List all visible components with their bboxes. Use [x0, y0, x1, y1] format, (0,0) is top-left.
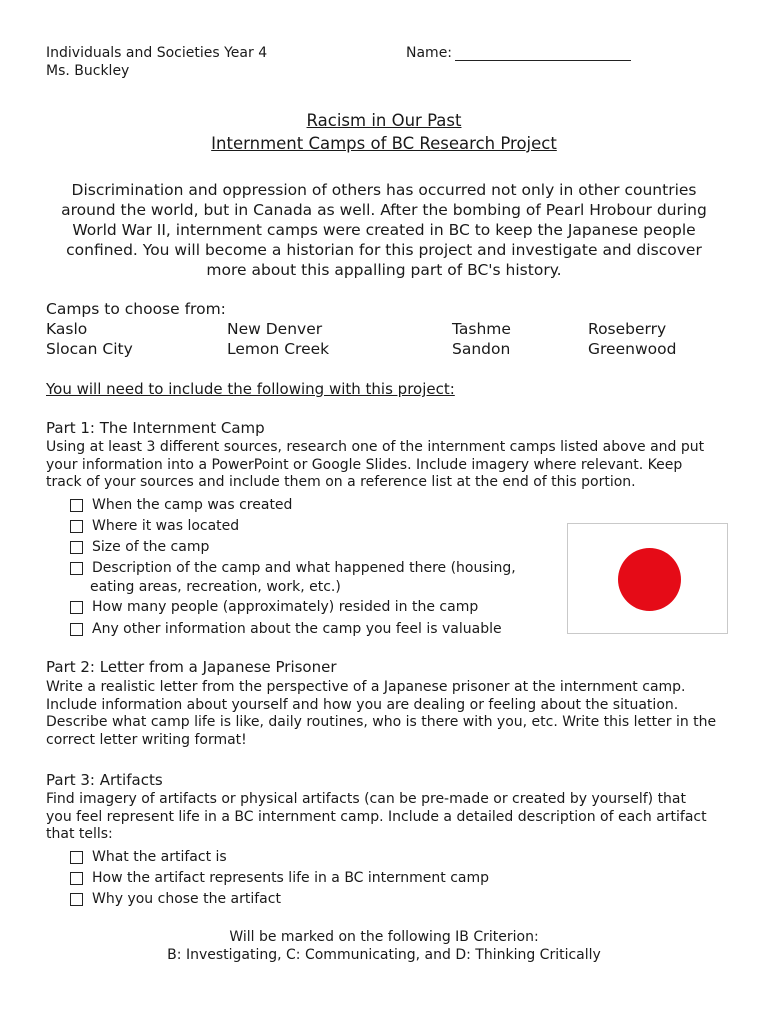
camp-option: Lemon Creek — [227, 340, 330, 358]
camps-heading: Camps to choose from: — [46, 300, 226, 318]
checklist-item — [70, 598, 478, 617]
part2-line: Write a realistic letter from the perspective of a Japanese prisoner at the internment camp. — [46, 679, 686, 695]
teacher-name: Ms. Buckley — [46, 63, 130, 79]
camp-option: Tashme — [452, 320, 511, 338]
flag-red-disc — [618, 548, 681, 611]
criterion-list: B: Investigating, C: Communicating, and D: Thinking Critically — [167, 947, 601, 963]
part1-instructions — [46, 439, 704, 492]
empty-checkbox-icon[interactable] — [70, 872, 83, 885]
camp-option: Sandon — [452, 340, 511, 358]
part2-instructions — [46, 679, 716, 749]
checklist-item — [70, 620, 502, 639]
checklist-label: How many people (approximately) resided in the camp — [92, 599, 479, 615]
part3-line: you feel represent life in a BC internment camp. Include a detailed description of each artifact — [46, 808, 707, 825]
camp-option: New Denver — [227, 320, 323, 338]
empty-checkbox-icon[interactable] — [70, 851, 83, 864]
checklist-item — [70, 890, 281, 909]
page-title: Racism in Our Past — [306, 111, 462, 130]
name-label: Name: — [406, 45, 453, 61]
part3-line: that tells: — [46, 826, 113, 842]
empty-checkbox-icon[interactable] — [70, 562, 83, 575]
empty-checkbox-icon[interactable] — [70, 499, 83, 512]
checklist-label: Any other information about the camp you feel is valuable — [92, 621, 502, 637]
checklist-label: Size of the camp — [92, 539, 210, 555]
part1-heading: Part 1: The Internment Camp — [46, 419, 265, 437]
part2-line: Include information about yourself and how you are dealing or feeling about the situation. — [46, 696, 679, 713]
page-subtitle: Internment Camps of BC Research Project — [211, 134, 557, 153]
camp-option: Roseberry — [588, 320, 667, 338]
checklist-label: When the camp was created — [92, 497, 293, 513]
course-name: Individuals and Societies Year 4 — [46, 45, 268, 61]
japan-flag-icon — [567, 523, 728, 634]
checklist-item — [70, 517, 239, 536]
part3-line: Find imagery of artifacts or physical artifacts (can be pre-made or created by yourself) that — [46, 791, 686, 807]
part1-line: Using at least 3 different sources, research one of the internment camps listed above and put — [46, 439, 705, 455]
intro-paragraph: Discrimination and oppression of others has occurred not only in other countries around the world, but in Canada as well. After the bombing of Pearl Hrobour during World War II, internment camps were created in BC to keep the Japanese people confined. You will become a historian for this project and investigate and discover more about this appalling part of BC's history. — [61, 181, 707, 279]
part1-line: your information into a PowerPoint or Google Slides. Include imagery where relevant. Keep — [46, 456, 683, 473]
part1-line: track of your sources and include them on a reference list at the end of this portion. — [46, 474, 636, 490]
name-field[interactable] — [455, 60, 631, 61]
empty-checkbox-icon[interactable] — [70, 541, 83, 554]
empty-checkbox-icon[interactable] — [70, 623, 83, 636]
empty-checkbox-icon[interactable] — [70, 520, 83, 533]
checklist-label-continued: eating areas, recreation, work, etc.) — [90, 579, 341, 595]
requirements-heading: You will need to include the following with this project: — [46, 380, 455, 398]
part3-instructions — [46, 791, 707, 844]
checklist-label: What the artifact is — [92, 849, 227, 865]
checklist-item — [70, 869, 489, 888]
checklist-item — [70, 559, 516, 578]
checklist-item — [70, 538, 209, 557]
checklist-label: How the artifact represents life in a BC internment camp — [92, 870, 490, 886]
checklist-label: Description of the camp and what happened there (housing, — [92, 560, 516, 576]
part3-heading: Part 3: Artifacts — [46, 771, 163, 789]
part2-line: Describe what camp life is like, daily routines, who is there with you, etc. Write this letter in the — [46, 714, 717, 730]
empty-checkbox-icon[interactable] — [70, 893, 83, 906]
part2-line: correct letter writing format! — [46, 731, 247, 748]
camp-option: Greenwood — [588, 340, 677, 358]
camp-option: Slocan City — [46, 340, 133, 358]
empty-checkbox-icon[interactable] — [70, 601, 83, 614]
camp-option: Kaslo — [46, 320, 88, 338]
checklist-label: Where it was located — [92, 518, 240, 534]
checklist-label: Why you chose the artifact — [92, 891, 281, 907]
checklist-item — [70, 848, 227, 867]
part2-heading: Part 2: Letter from a Japanese Prisoner — [46, 658, 337, 676]
criterion-intro: Will be marked on the following IB Criterion: — [229, 929, 539, 945]
checklist-item — [70, 496, 292, 515]
